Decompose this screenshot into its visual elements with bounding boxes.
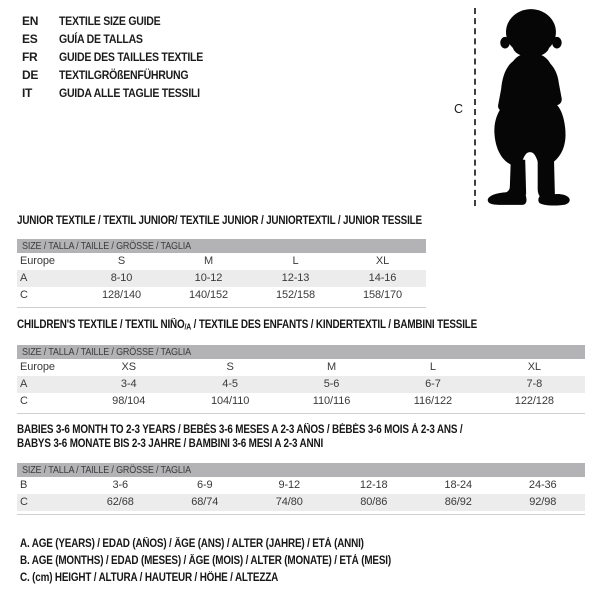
- language-code: DE: [22, 68, 39, 82]
- size-cell: 92/98: [529, 496, 557, 508]
- size-cell: 3-4: [120, 377, 137, 390]
- size-cell: 104/110: [210, 394, 250, 407]
- size-cell: 80/86: [360, 496, 388, 508]
- legend-row-it: [22, 84, 223, 102]
- size-cell: 6-7: [425, 377, 441, 390]
- row-label: Europe: [20, 255, 55, 267]
- size-cell: 4-5: [222, 377, 238, 390]
- language-code: FR: [22, 50, 38, 64]
- size-header-text: SIZE / TALLA / TAILLE / GRÖSSE / TAGLIA: [22, 240, 191, 252]
- table-title-part: CHILDREN'S TEXTILE / TEXTIL NIÑO: [17, 319, 185, 331]
- legend-title: GUÍA DE TALLAS: [59, 32, 143, 46]
- legend-row-en: [22, 12, 223, 30]
- language-legend: [22, 12, 223, 102]
- size-header-band: [17, 463, 585, 477]
- size-cell: 110/116: [312, 394, 351, 407]
- size-cell: 6-9: [196, 479, 213, 491]
- size-cell: 18-24: [444, 479, 473, 491]
- size-cell: 62/68: [106, 496, 134, 508]
- size-header-band: [17, 239, 426, 253]
- junior-size-table: [17, 215, 426, 308]
- table-row: [17, 393, 585, 410]
- footnotes: [20, 536, 451, 587]
- language-code: EN: [22, 14, 39, 28]
- size-cell: XL: [375, 255, 390, 267]
- language-code: ES: [22, 32, 38, 46]
- table-title: JUNIOR TEXTILE / TEXTIL JUNIOR/ TEXTILE JUNIOR / JUNIORTEXTIL / JUNIOR TESSILE: [17, 215, 422, 227]
- footnote-c: C. (cm) HEIGHT / ALTURA / HAUTEUR / HÖHE / ALTEZZA: [20, 572, 279, 584]
- children-size-table: [17, 319, 585, 414]
- size-cell: M: [203, 255, 214, 267]
- language-code: IT: [22, 86, 33, 100]
- footnote-b: B. AGE (MONTHS) / EDAD (MESES) / ÂGE (MOIS) / ALTER (MONATE) / ETÀ (MESI): [20, 555, 391, 567]
- size-cell: 122/128: [514, 394, 554, 407]
- height-measure-dashed-line: [474, 8, 476, 206]
- row-label: C: [20, 496, 28, 508]
- table-row: [17, 270, 426, 287]
- legend-title: GUIDA ALLE TAGLIE TESSILI: [59, 86, 200, 100]
- table-title-subscript: /A: [184, 322, 192, 332]
- legend-row-es: [22, 30, 223, 48]
- row-label: C: [20, 394, 28, 407]
- table-title: [17, 423, 505, 451]
- table-row: [17, 376, 585, 393]
- height-figure: [445, 4, 595, 216]
- size-cell: 128/140: [101, 289, 142, 301]
- legend-row-de: [22, 66, 223, 84]
- row-label: A: [20, 272, 28, 284]
- row-label: C: [20, 289, 28, 301]
- row-label: B: [20, 479, 28, 491]
- size-cell: 8-10: [110, 272, 133, 284]
- size-cell: 5-6: [323, 377, 340, 390]
- table-row: [17, 253, 426, 270]
- size-cell: 24-36: [528, 479, 557, 491]
- row-label: Europe: [20, 360, 55, 373]
- legend-title: TEXTILE SIZE GUIDE: [59, 14, 161, 28]
- size-cell: 74/80: [275, 496, 303, 508]
- size-cell: 3-6: [112, 479, 129, 491]
- size-header-band: [17, 345, 585, 359]
- table-title-part: / TEXTILE DES ENFANTS / KINDERTEXTIL / BAMBINI TESSILE: [191, 319, 478, 331]
- size-cell: L: [292, 255, 299, 267]
- size-cell: L: [429, 360, 436, 373]
- size-cell: 116/122: [413, 394, 453, 407]
- size-cell: 86/92: [444, 496, 472, 508]
- size-header-text: SIZE / TALLA / TAILLE / GRÖSSE / TAGLIA: [22, 345, 191, 358]
- size-cell: XS: [121, 360, 136, 373]
- table-row: [17, 477, 585, 494]
- size-cell: 140/152: [188, 289, 229, 301]
- size-cell: S: [117, 255, 126, 267]
- size-cell: 10-12: [194, 272, 223, 284]
- size-cell: XL: [527, 360, 541, 373]
- size-cell: 98/104: [112, 394, 146, 407]
- size-cell: 68/74: [191, 496, 219, 508]
- footnote-a: A. AGE (YEARS) / EDAD (AÑOS) / ÂGE (ANS) / ALTER (JAHRE) / ETÀ (ANNI): [20, 538, 364, 550]
- size-cell: S: [226, 360, 234, 373]
- size-cell: M: [326, 360, 337, 373]
- size-cell: 7-8: [526, 377, 543, 390]
- size-cell: 14-16: [368, 272, 397, 284]
- toddler-silhouette-icon: [482, 4, 578, 210]
- row-label: A: [20, 377, 28, 390]
- legend-row-fr: [22, 48, 223, 66]
- size-header-text: SIZE / TALLA / TAILLE / GRÖSSE / TAGLIA: [22, 464, 191, 476]
- legend-title: GUIDE DES TAILLES TEXTILE: [59, 50, 203, 64]
- size-cell: 158/170: [362, 289, 403, 301]
- table-title-line: BABIES 3-6 MONTH TO 2-3 YEARS / BEBÉS 3-6 MESES A 2-3 AÑOS / BÉBÉS 3-6 MOIS À 2-3 ANS /: [17, 424, 463, 436]
- table-title: [17, 319, 505, 334]
- size-cell: 12-13: [281, 272, 310, 284]
- table-row: [17, 287, 426, 304]
- size-cell: 9-12: [278, 479, 301, 491]
- table-row: [17, 494, 585, 511]
- babies-size-table: [17, 423, 585, 515]
- legend-title: TEXTILGRÖßENFÜHRUNG: [59, 68, 189, 82]
- size-cell: 12-18: [359, 479, 388, 491]
- height-measure-label: C: [454, 102, 464, 116]
- size-cell: 152/158: [275, 289, 316, 301]
- table-row: [17, 359, 585, 376]
- table-title-line: BABYS 3-6 MONATE BIS 2-3 JAHRE / BAMBINI 3-6 MESI A 2-3 ANNI: [17, 438, 324, 450]
